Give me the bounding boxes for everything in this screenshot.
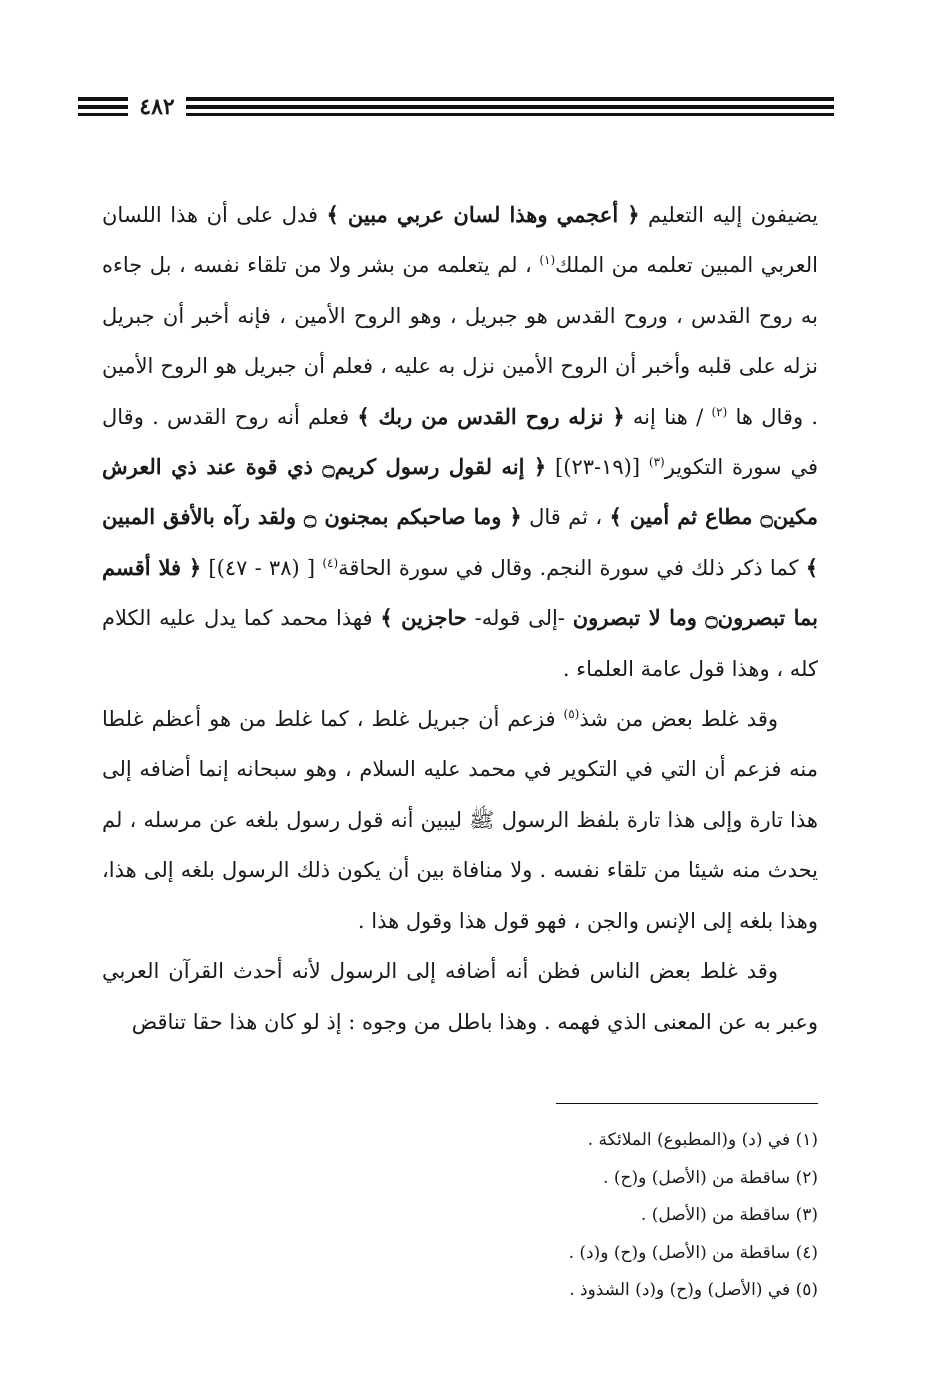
footnote-item: (٢) ساقطة من (الأصل) و(ح) . [603, 1167, 818, 1188]
footnote-marker: (٣) [648, 455, 665, 470]
footnote-marker: (٥) [563, 707, 580, 722]
footnote-marker: (٤) [322, 555, 339, 570]
quran-quote: حاجزين ﴾ [380, 605, 467, 631]
footnote-item: (٣) ساقطة من (الأصل) . [640, 1205, 818, 1225]
footnote-item: (١) في (د) و(المطبوع) الملائكة . [587, 1130, 818, 1150]
header-rule-left [78, 97, 128, 117]
quran-quote: ﴿ فلا أقسم بما تبصرون۝ وما لا تبصرون [102, 554, 818, 631]
paragraph [102, 946, 818, 1047]
footnote-item: (٥) في (الأصل) و(ح) و(د) الشذوذ . [569, 1280, 818, 1300]
text-segment: ، لم يتعلمه من بشر ولا من تلقاء نفسه ، بل جاءه به روح القدس ، وروح القدس هو جبريل ، وهو الروح الأمين ، فإنه أخبر أن جبريل نزله على قلبه وأخبر أن الروح الأمين نزل به عليه ، فعلم أن جبريل هو الروح الأمين . وقال ها [102, 253, 819, 429]
footnote-separator [556, 1103, 818, 1104]
text-segment: ، ثم قال [521, 505, 610, 530]
quran-quote: ﴿ إنه لقول رسول كريم۝ ذي قوة عند ذي العرش مكين۝ مطاع ثم أمين ﴾ [102, 454, 818, 530]
text-segment: وقد غلط بعض الناس فظن أنه أضافه إلى الرسول لأنه أحدث القرآن العربي وعبر به عن المعنى الذي فهمه . وهذا باطل من وجوه : إذ لو كان هذا حقا تناقض [102, 959, 818, 1034]
text-segment: -إلى قوله- [466, 606, 573, 631]
quran-quote: ﴿ أعجمي وهذا لسان عربي مبين ﴾ [326, 202, 640, 227]
paragraph [102, 190, 818, 694]
text-segment: فهذا محمد كما يدل عليه الكلام كله ، وهذا قول عامة العلماء . [102, 606, 818, 681]
footnote-marker: (١) [539, 253, 556, 268]
footnote-marker: (٢) [711, 404, 728, 419]
page-header [78, 92, 834, 122]
text-segment: فعلم أنه روح القدس . وقال في سورة التكوير [102, 404, 818, 480]
footnote-item: (٤) ساقطة من (الأصل) و(ح) و(د) . [568, 1242, 818, 1263]
body-text [102, 190, 818, 1047]
quran-quote: ﴿ نزله روح القدس من ربك ﴾ [357, 403, 625, 429]
text-segment: كما ذكر ذلك في سورة النجم. وقال في سورة الحاقة [338, 555, 806, 580]
text-segment: وقد غلط بعض من شذ [579, 707, 778, 732]
page-number: ٤٨٢ [139, 94, 175, 120]
text-segment: / هنا إنه [624, 404, 712, 429]
footnotes [300, 1122, 818, 1310]
paragraph [102, 694, 818, 946]
text-segment: فدل على أن هذا اللسان العربي المبين تعلمه من الملك [102, 203, 818, 278]
quran-quote: ﴿ وما صاحبكم بمجنون ۝ ولقد رآه بالأفق المبين ﴾ [102, 504, 818, 580]
text-segment: [(١٩-٢٣)] [546, 455, 649, 480]
text-segment: [ (٣٨ - ٤٧)] [201, 555, 323, 580]
header-rule-right [186, 97, 834, 117]
text-segment: يضيفون إليه التعليم [639, 203, 819, 227]
text-segment: فزعم أن جبريل غلط ، كما غلط من هو أعظم غلطا منه فزعم أن التي في التكوير في محمد عليه السلام ، وهو سبحانه إنما أضافه إلى هذا تارة وإلى هذا تارة بلفظ الرسول ﷺ ليبين أنه قول رسول بلغه عن مرسله ، لم يحدث منه شيئا من تلقاء نفسه . ولا منافاة بين أن يكون ذلك الرسول بلغه إلى هذا، وهذا بلغه إلى الإنس والجن ، فهو قول هذا وقول هذا . [102, 707, 818, 933]
